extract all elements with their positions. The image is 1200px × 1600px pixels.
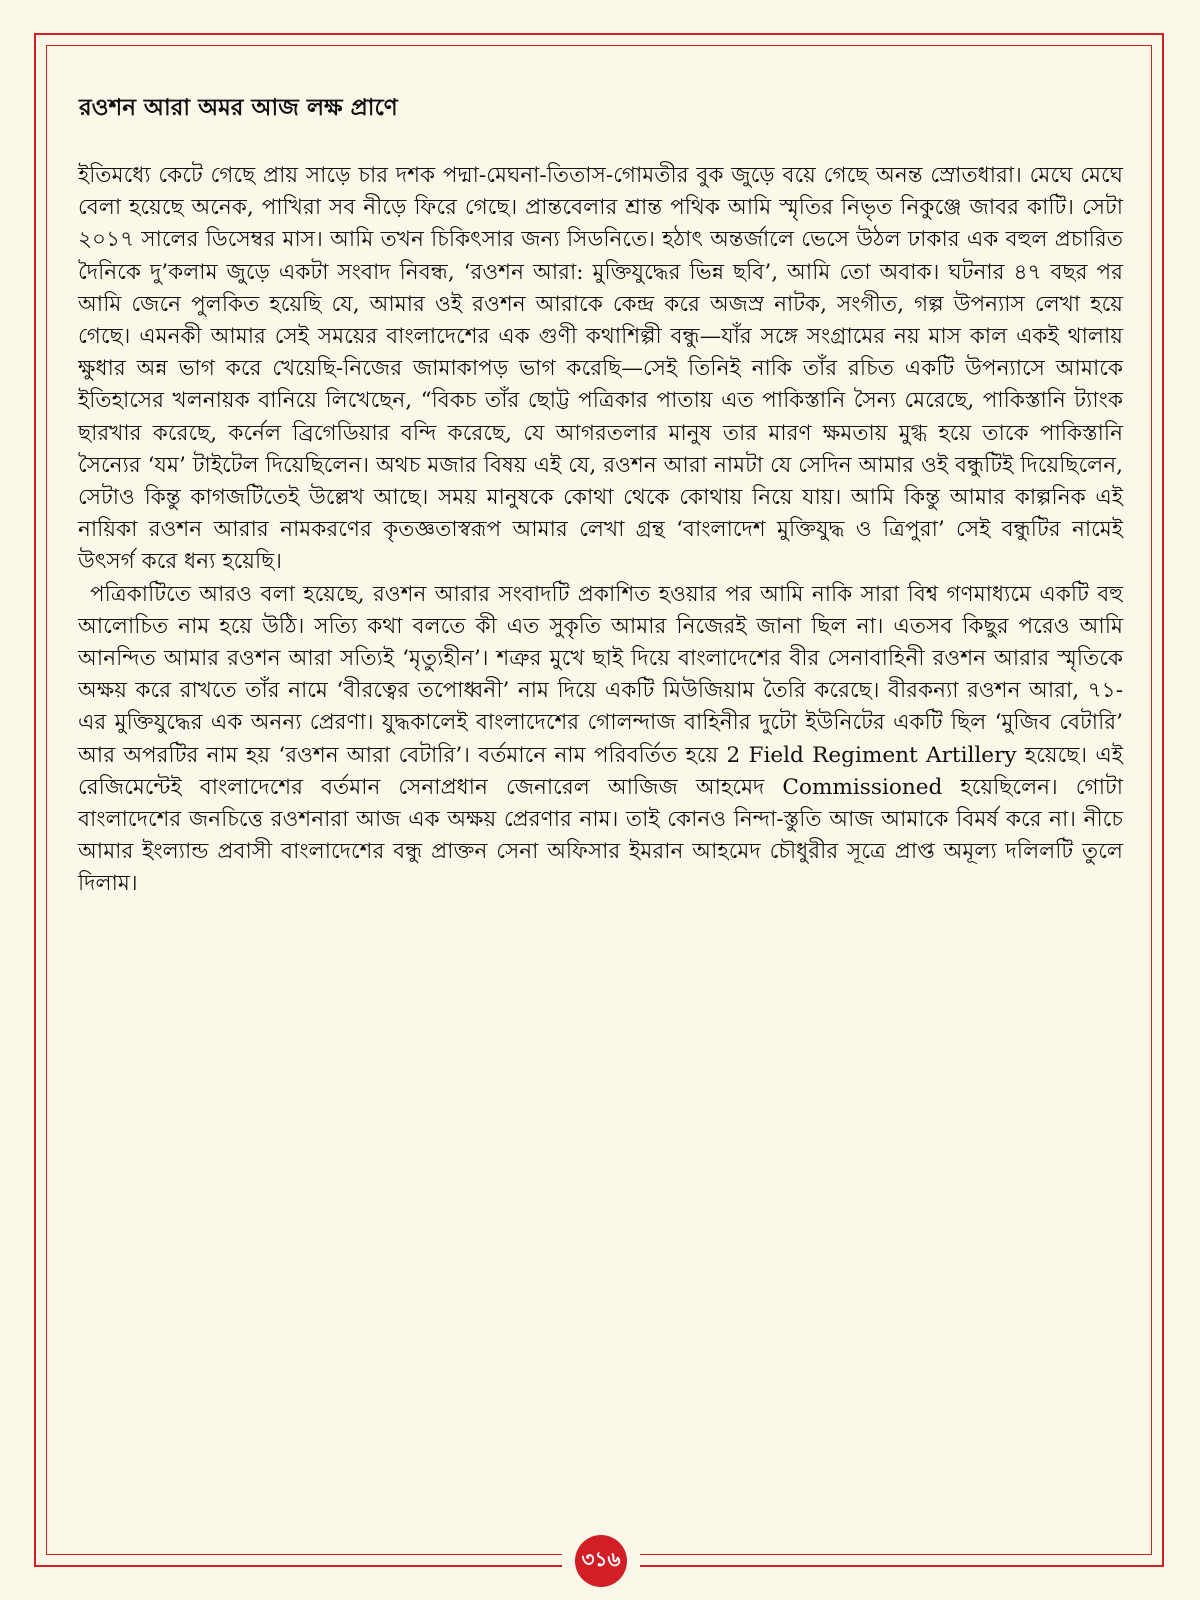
article-heading: রওশন আরা অমর আজ লক্ষ প্রাণে	[79, 95, 398, 121]
page-number-badge: ৩১৬	[575, 1535, 627, 1587]
paragraph: পত্রিকাটিতে আরও বলা হয়েছে, রওশন আরার সংবাদটি প্রকাশিত হওয়ার পর আমি নাকি সারা বিশ্ব গণমাধ্যমে একটি বহু আলোচিত নাম হয়ে উঠি। সত্যি কথা বলতে কী এত সুকৃতি আমার নিজেরই জানা ছিল না। এতসব কিছুর পরেও আমি আনন্দিত আমার রওশন আরা সত্যিই ‘মৃত্যুহীন’। শত্রুর মুখে ছাই দিয়ে বাংলাদেশের বীর সেনাবাহিনী রওশন আরার স্মৃতিকে অক্ষয় করে রাখতে তাঁর নামে ‘বীরত্বের তপোধ্বনী’ নাম দিয়ে একটি মিউজিয়াম তৈরি করেছে। বীরকন্যা রওশন আরা, ৭১-এর মুক্তিযুদ্ধের এক অনন্য প্রেরণা। যুদ্ধকালেই বাংলাদেশের গোলন্দাজ বাহিনীর দুটো ইউনিটের একটি ছিল ‘মুজিব বেটারি’ আর অপরটির নাম হয় ‘রওশন আরা বেটারি’। বর্তমানে নাম পরিবর্তিত হয়ে 2 Field Regiment Artillery হয়েছে। এই রেজিমেন্টেই বাংলাদেশের বর্তমান সেনাপ্রধান জেনারেল আজিজ আহমেদ Commissioned হয়েছিলেন। গোটা বাংলাদেশের জনচিত্তে রওশনারা আজ এক অক্ষয় প্রেরণার নাম। তাই কোনও নিন্দা-স্তুতি আজ আমাকে বিমর্ষ করে না। নীচে আমার ইংল্যান্ড প্রবাসী বাংলাদেশের বন্ধু প্রাক্তন সেনা অফিসার ইমরান আহমেদ চৌধুরীর সূত্রে প্রাপ্ত অমূল্য দলিলটি তুলে দিলাম।	[78, 581, 1123, 897]
paragraph: ইতিমধ্যে কেটে গেছে প্রায় সাড়ে চার দশক পদ্মা-মেঘনা-তিতাস-গোমতীর বুক জুড়ে বয়ে গেছে অনন্ত স্রোতধারা। মেঘে মেঘে বেলা হয়েছে অনেক, পাখিরা সব নীড়ে ফিরে গেছে। প্রান্তবেলার শ্রান্ত পথিক আমি স্মৃতির নিভৃত নিকুঞ্জে জাবর কাটি। সেটা ২০১৭ সালের ডিসেম্বর মাস। আমি তখন চিকিৎসার জন্য সিডনিতে। হঠাৎ অন্তর্জালে ভেসে উঠল ঢাকার এক বহুল প্রচারিত দৈনিকে দু’কলাম জুড়ে একটা সংবাদ নিবন্ধ, ‘রওশন আরা: মুক্তিযুদ্ধের ভিন্ন ছবি’, আমি তো অবাক। ঘটনার ৪৭ বছর পর আমি জেনে পুলকিত হয়েছি যে, আমার ওই রওশন আরাকে কেন্দ্র করে অজস্র নাটক, সংগীত, গল্প উপন্যাস লেখা হয়ে গেছে। এমনকী আমার সেই সময়ের বাংলাদেশের এক গুণী কথাশিল্পী বন্ধু—যাঁর সঙ্গে সংগ্রামের নয় মাস কাল একই থালায় ক্ষুধার অন্ন ভাগ করে খেয়েছি-নিজের জামাকাপড় ভাগ করেছি—সেই তিনিই নাকি তাঁর রচিত একটি উপন্যাসে আমাকে ইতিহাসের খলনায়ক বানিয়ে লিখেছেন, “বিকচ তাঁর ছোট্ট পত্রিকার পাতায় এত পাকিস্তানি সৈন্য মেরেছে, পাকিস্তানি ট্যাংক ছারখার করেছে, কর্নেল ব্রিগেডিয়ার বন্দি করেছে, যে আগরতলার মানুষ তার মারণ ক্ষমতায় মুগ্ধ হয়ে তাকে পাকিস্তানি সৈন্যের ‘যম’ টাইটেল দিয়েছিলেন। অথচ মজার বিষয় এই যে, রওশন আরা নামটা যে সেদিন আমার ওই বন্ধুটিই দিয়েছিলেন, সেটাও কিন্তু কাগজটিতেই উল্লেখ আছে। সময় মানুষকে কোথা থেকে কোথায় নিয়ে যায়। আমি কিন্তু আমার কাল্পনিক এই নায়িকা রওশন আরার নামকরণের কৃতজ্ঞতাস্বরূপ আমার লেখা গ্রন্থ ‘বাংলাদেশ মুক্তিযুদ্ধ ও ত্রিপুরা’ সেই বন্ধুটির নামেই উৎসর্গ করে ধন্য হয়েছি।	[78, 163, 1123, 575]
article-body	[78, 160, 1123, 901]
